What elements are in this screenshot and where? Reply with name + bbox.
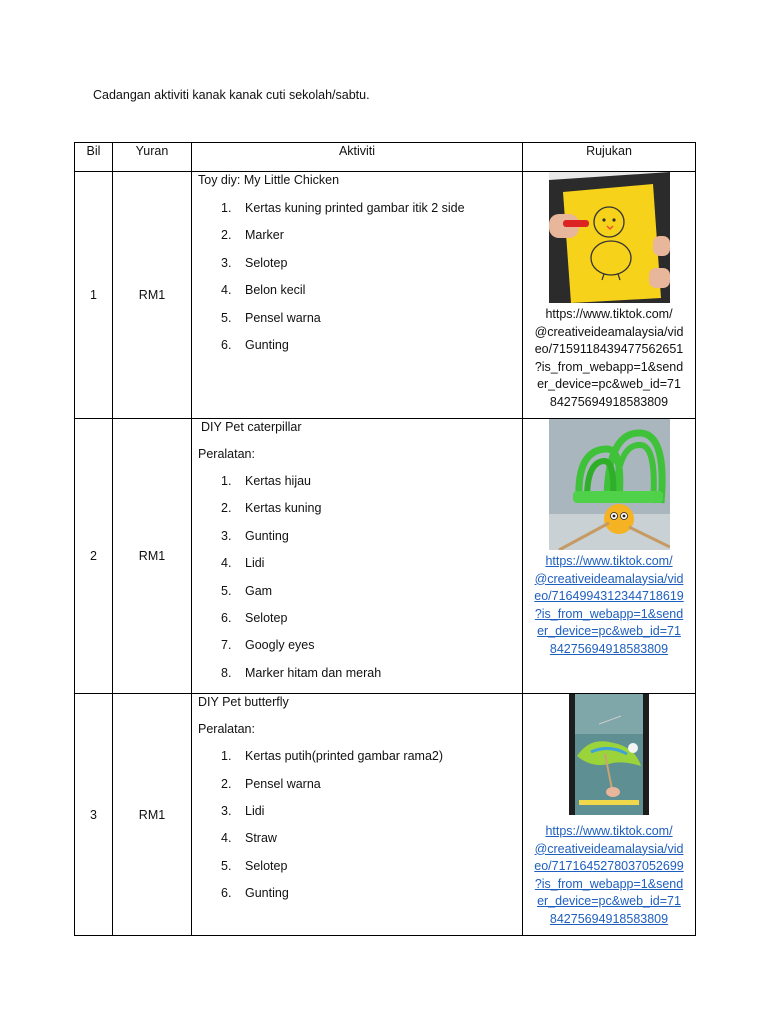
list-item: 1. Kertas hijau bbox=[221, 474, 312, 488]
table-header-row bbox=[75, 143, 696, 172]
yellow-chick-card-photo bbox=[549, 172, 670, 303]
cell-yuran: RM1 bbox=[113, 694, 192, 936]
cell-bil: 2 bbox=[75, 419, 113, 694]
header-yuran: Yuran bbox=[113, 143, 192, 172]
peralatan-label: Peralatan: bbox=[198, 447, 255, 461]
item-list bbox=[192, 201, 522, 365]
cell-bil: 1 bbox=[75, 172, 113, 419]
tiktok-link[interactable]: https://www.tiktok.com/ @creativeideamalaysia/vid eo/7164994312344718619 ?is_from_webapp=1&send er_device=pc&web_id=71 84275694918583809 bbox=[534, 554, 684, 656]
list-item: 3. Gunting bbox=[221, 528, 289, 543]
list-item: 3. Lidi bbox=[221, 803, 265, 818]
list-item: 6. Selotep bbox=[221, 610, 288, 625]
page-title: Cadangan aktiviti kanak kanak cuti sekolah/sabtu. bbox=[93, 88, 370, 102]
list-item: 4. Lidi bbox=[221, 556, 265, 571]
tiktok-link[interactable]: https://www.tiktok.com/ @creativeideamalaysia/vid eo/7171645278037052699 ?is_from_webapp=1&send er_device=pc&web_id=71 84275694918583809 bbox=[534, 824, 684, 926]
cell-rujukan bbox=[523, 419, 696, 694]
list-item: 2. Pensel warna bbox=[221, 776, 321, 791]
list-item: 1. Kertas putih(printed gambar rama2) bbox=[221, 749, 444, 764]
list-item: 6. Gunting bbox=[221, 337, 289, 352]
activity-title: Toy diy: My Little Chicken bbox=[198, 173, 340, 187]
cell-rujukan bbox=[523, 694, 696, 936]
list-item: 5. Pensel warna bbox=[221, 310, 321, 325]
list-item: 2. Kertas kuning bbox=[221, 501, 322, 516]
cell-rujukan bbox=[523, 172, 696, 419]
cell-yuran: RM1 bbox=[113, 172, 192, 419]
item-list bbox=[192, 474, 522, 693]
item-list bbox=[192, 749, 522, 913]
list-item: 7. Googly eyes bbox=[221, 638, 315, 653]
list-item: 5. Selotep bbox=[221, 858, 288, 873]
list-item: 2. Marker bbox=[221, 228, 284, 243]
cell-yuran: RM1 bbox=[113, 419, 192, 694]
table-row bbox=[75, 419, 696, 694]
butterfly-craft-photo bbox=[569, 694, 649, 815]
cell-bil: 3 bbox=[75, 694, 113, 936]
peralatan-label: Peralatan: bbox=[198, 722, 255, 737]
activity-title: DIY Pet butterfly bbox=[198, 695, 289, 710]
header-aktiviti: Aktiviti bbox=[192, 143, 523, 172]
green-caterpillar-craft-photo bbox=[549, 419, 670, 550]
list-item: 5. Gam bbox=[221, 583, 273, 598]
header-rujukan: Rujukan bbox=[523, 143, 696, 172]
cell-aktiviti bbox=[192, 172, 523, 419]
list-item: 3. Selotep bbox=[221, 255, 288, 270]
list-item: 4. Straw bbox=[221, 831, 277, 846]
list-item: 6. Gunting bbox=[221, 886, 289, 901]
list-item: 1. Kertas kuning printed gambar itik 2 side bbox=[221, 201, 465, 215]
table-row bbox=[75, 694, 696, 936]
activity-table bbox=[74, 142, 696, 936]
table-row bbox=[75, 172, 696, 419]
tiktok-link[interactable]: https://www.tiktok.com/ @creativeideamalaysia/vid eo/7159118439477562651 ?is_from_webapp=1&send er_device=pc&web_id=71 84275694918583809 bbox=[534, 307, 684, 409]
list-item: 8. Marker hitam dan merah bbox=[221, 665, 382, 680]
activity-title: DIY Pet caterpillar bbox=[201, 420, 302, 434]
cell-aktiviti bbox=[192, 419, 523, 694]
header-bil: Bil bbox=[75, 143, 113, 172]
list-item: 4. Belon kecil bbox=[221, 283, 306, 298]
cell-aktiviti bbox=[192, 694, 523, 936]
